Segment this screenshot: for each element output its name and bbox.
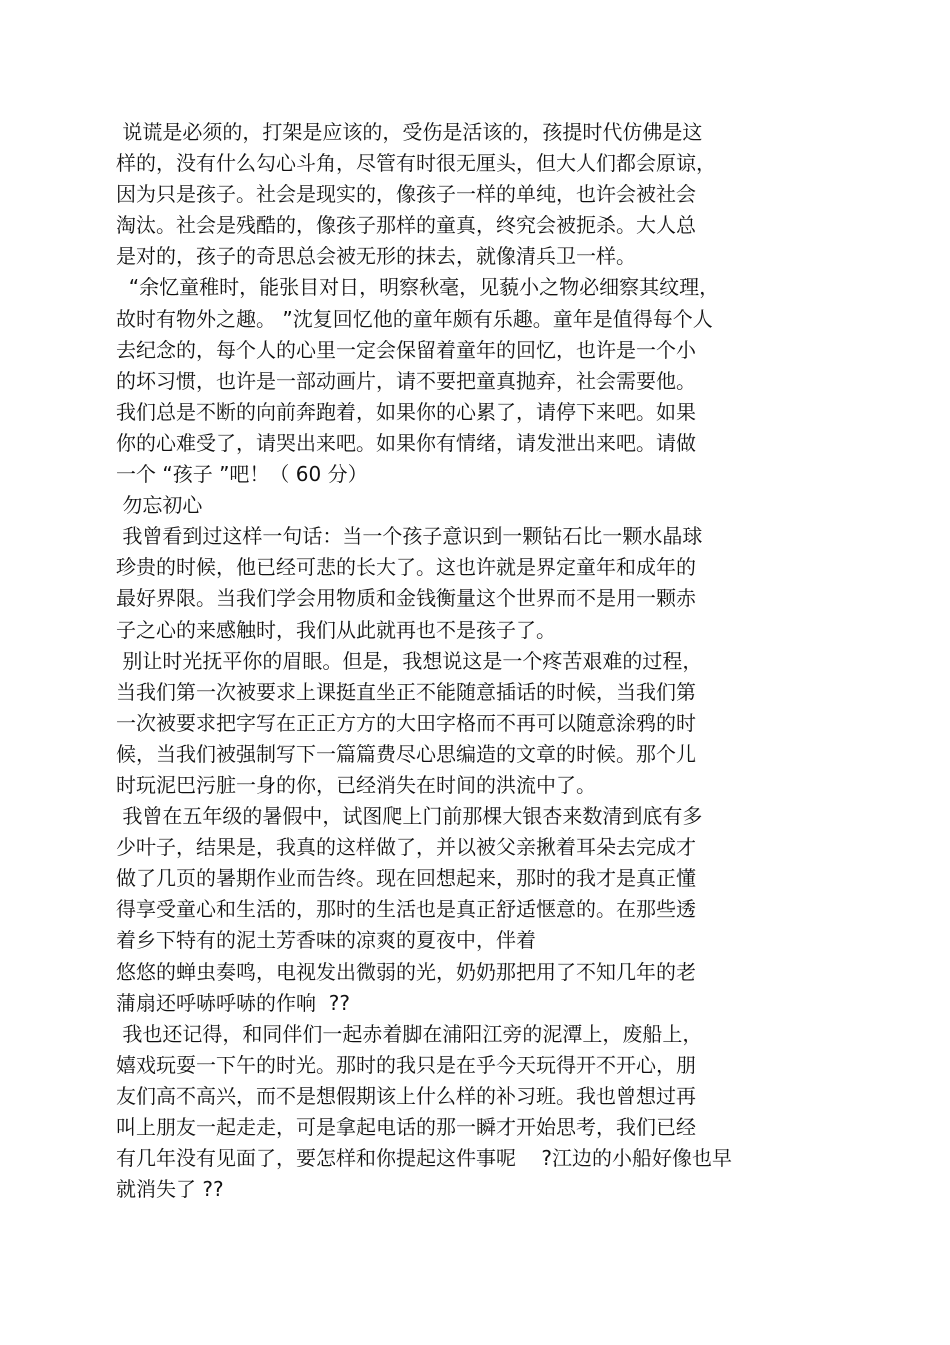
text-line: 子之心的来感触时，我们从此就再也不是孩子了。 — [116, 617, 556, 642]
text-line: 我们总是不断的向前奔跑着，如果你的心累了，请停下来吧。如果 — [116, 399, 696, 424]
text-line: 的坏习惯，也许是一部动画片，请不要把童真抛弃，社会需要他。 — [116, 368, 696, 393]
text-line: 叫上朋友一起走走，可是拿起电话的那一瞬才开始思考，我们已经 — [116, 1115, 696, 1139]
text-line: 做了几页的暑期作业而告终。现在回想起来，那时的我才是真正懂 — [116, 866, 696, 891]
text-line: 候，当我们被强制写下一篇篇费尽心思编造的文章的时候。那个儿 — [116, 741, 696, 766]
text-line: 你的心难受了，请哭出来吧。如果你有情绪，请发泄出来吧。请做 — [116, 430, 696, 455]
text-line: 去纪念的，每个人的心里一定会保留着童年的回忆，也许是一个小 — [116, 337, 696, 362]
text-line: 一个 “孩子 ”吧！（ 60 分） — [116, 462, 368, 487]
text-line: 有几年没有见面了，要怎样和你提起这件事呢 ?江边的小船好像也早 — [116, 1146, 733, 1171]
text-line: 是对的，孩子的奇思总会被无形的抹去，就像清兵卫一样。 — [116, 244, 636, 269]
text-line: “余忆童稚时，能张目对日，明察秋毫，见藐小之物必细察其纹理， — [116, 275, 720, 300]
text-line: 得享受童心和生活的，那时的生活也是真正舒适惬意的。在那些透 — [116, 897, 696, 922]
text-line: 样的，没有什么勾心斗角，尽管有时很无厘头，但大人们都会原谅， — [116, 151, 716, 176]
text-line: 蒲扇还呼哧呼哧的作响 ?? — [116, 990, 350, 1015]
text-line: 别让时光抚平你的眉眼。但是，我想说这是一个疼苦艰难的过程， — [116, 648, 703, 673]
text-line: 少叶子，结果是，我真的这样做了，并以被父亲揪着耳朵去完成才 — [116, 835, 696, 860]
text-line: 我也还记得，和同伴们一起赤着脚在浦阳江旁的泥潭上，废船上， — [116, 1021, 703, 1046]
text-line: 说谎是必须的，打架是应该的，受伤是活该的，孩提时代仿佛是这 — [116, 120, 703, 144]
text-line: 我曾在五年级的暑假中，试图爬上门前那棵大银杏来数清到底有多 — [116, 804, 703, 829]
text-line: 珍贵的时候，他已经可悲的长大了。这也许就是界定童年和成年的 — [116, 555, 696, 580]
text-line: 最好界限。当我们学会用物质和金钱衡量这个世界而不是用一颗赤 — [116, 586, 696, 611]
text-line: 友们高不高兴，而不是想假期该上什么样的补习班。我也曾想过再 — [116, 1083, 696, 1108]
text-line: 一次被要求把字写在正正方方的大田字格而不再可以随意涂鸦的时 — [116, 710, 696, 735]
text-line: 因为只是孩子。社会是现实的，像孩子一样的单纯，也许会被社会 — [116, 182, 696, 207]
text-line: 就消失了 ?? — [116, 1177, 224, 1202]
essay-text — [116, 117, 836, 1205]
text-line: 我曾看到过这样一句话：当一个孩子意识到一颗钻石比一颗水晶球 — [116, 524, 703, 549]
text-line: 嬉戏玩耍一下午的时光。那时的我只是在乎今天玩得开不开心，朋 — [116, 1052, 696, 1077]
essay-title: 勿忘初心 — [116, 493, 203, 518]
text-line: 着乡下特有的泥土芳香味的凉爽的夏夜中，伴着 — [116, 928, 536, 953]
text-line: 当我们第一次被要求上课挺直坐正不能随意插话的时候，当我们第 — [116, 679, 696, 704]
text-line: 时玩泥巴污脏一身的你，已经消失在时间的洪流中了。 — [116, 772, 596, 797]
text-line: 淘汰。社会是残酷的，像孩子那样的童真，终究会被扼杀。大人总 — [116, 213, 696, 238]
text-line: 故时有物外之趣。 ”沈复回忆他的童年颇有乐趣。童年是值得每个人 — [116, 306, 713, 331]
text-line: 悠悠的蝉虫奏鸣，电视发出微弱的光，奶奶那把用了不知几年的老 — [116, 959, 696, 984]
